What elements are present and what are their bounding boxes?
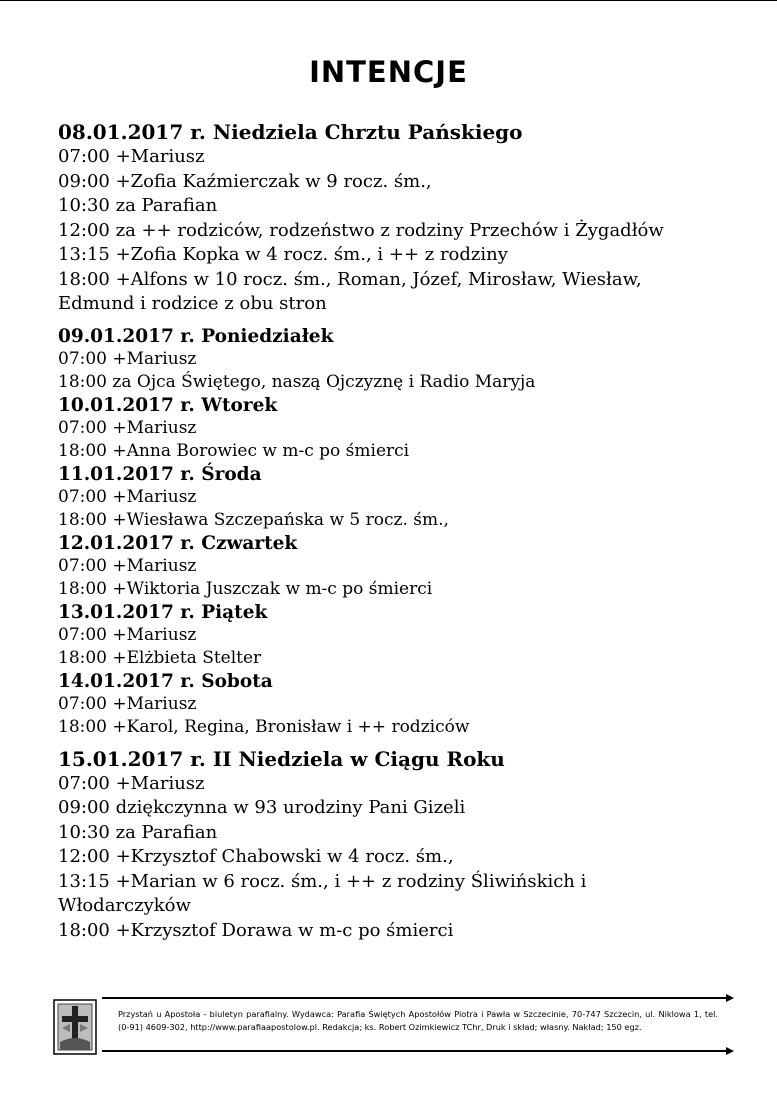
intention-entry: 18:00 +Wiktoria Juszczak w m-c po śmierci bbox=[58, 578, 433, 599]
day-block-1501 bbox=[58, 747, 748, 944]
day-heading: 10.01.2017 r. Wtorek bbox=[58, 394, 278, 416]
intention-entry: 07:00 +Mariusz bbox=[58, 772, 205, 794]
intention-entry: 12:00 za ++ rodziców, rodzeństwo z rodziny Przechów i Żygadłów bbox=[58, 219, 664, 241]
intention-entry: 13:15 +Marian w 6 rocz. śm., i ++ z rodziny Śliwińskich i bbox=[58, 870, 587, 892]
day-heading: 11.01.2017 r. Środa bbox=[58, 463, 262, 485]
intention-entry: 18:00 +Elżbieta Stelter bbox=[58, 647, 262, 668]
intentions-list bbox=[58, 120, 748, 943]
day-heading: 12.01.2017 r. Czwartek bbox=[58, 532, 298, 554]
intention-entry: 10:30 za Parafian bbox=[58, 821, 218, 843]
footer-text: Przystań u Apostoła - biuletyn parafialny. Wydawca: Parafia Świętych Apostołów Piotra i Pawła w Szczecinie, 70-747 Szczecin, ul. Niklowa 1, tel. (0-91) 4609-302, http://www.parafiaapostolow.pl. Redakcja; ks. Robert Ozimkiewicz TChr, Druk i skład; własny. Nakład; 150 egz. bbox=[118, 1009, 718, 1032]
intention-entry: 12:00 +Krzysztof Chabowski w 4 rocz. śm., bbox=[58, 846, 454, 867]
intention-entry: 18:00 za Ojca Świętego, naszą Ojczyznę i Radio Maryja bbox=[58, 371, 536, 392]
bulletin-footer bbox=[52, 992, 728, 1058]
intention-entry: 07:00 +Mariusz bbox=[58, 486, 197, 507]
footer-rule-bottom bbox=[102, 1050, 728, 1052]
parish-logo-icon bbox=[52, 998, 98, 1056]
footer-rule-top bbox=[102, 997, 728, 999]
intention-entry: 09:00 +Zofia Kaźmierczak w 9 rocz. śm., bbox=[58, 170, 432, 192]
day-heading: 08.01.2017 r. Niedziela Chrztu Pańskiego bbox=[58, 120, 523, 144]
day-block-1001 bbox=[58, 394, 748, 463]
intention-entry: Włodarczyków bbox=[58, 895, 191, 916]
intention-entry: 07:00 +Mariusz bbox=[58, 624, 197, 645]
intention-entry: 18:00 +Anna Borowiec w m-c po śmierci bbox=[58, 440, 410, 461]
intention-entry: 07:00 +Mariusz bbox=[58, 146, 205, 167]
intention-entry: 07:00 +Mariusz bbox=[58, 693, 197, 714]
day-block-1301 bbox=[58, 601, 748, 670]
footer-arrow-bottom bbox=[726, 1047, 734, 1055]
intention-entry: 18:00 +Krzysztof Dorawa w m-c po śmierci bbox=[58, 919, 454, 941]
intention-entry: 13:15 +Zofia Kopka w 4 rocz. śm., i ++ z rodziny bbox=[58, 244, 508, 265]
intention-entry: 18:00 +Alfons w 10 rocz. śm., Roman, Józef, Mirosław, Wiesław, bbox=[58, 268, 642, 290]
intention-entry: 09:00 dziękczynna w 93 urodziny Pani Gizeli bbox=[58, 797, 466, 818]
intention-entry: 07:00 +Mariusz bbox=[58, 348, 197, 369]
day-block-1401 bbox=[58, 670, 748, 739]
intention-entry: 18:00 +Wiesława Szczepańska w 5 rocz. śm., bbox=[58, 509, 449, 530]
intention-entry: 07:00 +Mariusz bbox=[58, 555, 197, 576]
page-title: INTENCJE bbox=[309, 55, 468, 89]
intention-entry: 18:00 +Karol, Regina, Bronisław i ++ rodziców bbox=[58, 716, 470, 737]
day-heading: 13.01.2017 r. Piątek bbox=[58, 601, 268, 623]
day-heading: 14.01.2017 r. Sobota bbox=[58, 670, 273, 692]
day-block-0901 bbox=[58, 325, 748, 394]
day-heading: 15.01.2017 r. II Niedziela w Ciągu Roku bbox=[58, 746, 505, 771]
top-border bbox=[0, 0, 777, 1]
day-heading: 09.01.2017 r. Poniedziałek bbox=[58, 325, 334, 347]
intention-entry: Edmund i rodzice z obu stron bbox=[58, 293, 327, 314]
intention-entry: 10:30 za Parafian bbox=[58, 195, 218, 216]
day-block-1101 bbox=[58, 463, 748, 532]
day-block-0801 bbox=[58, 120, 748, 317]
intention-entry: 07:00 +Mariusz bbox=[58, 417, 197, 438]
footer-arrow-top bbox=[726, 994, 734, 1002]
day-block-1201 bbox=[58, 532, 748, 601]
